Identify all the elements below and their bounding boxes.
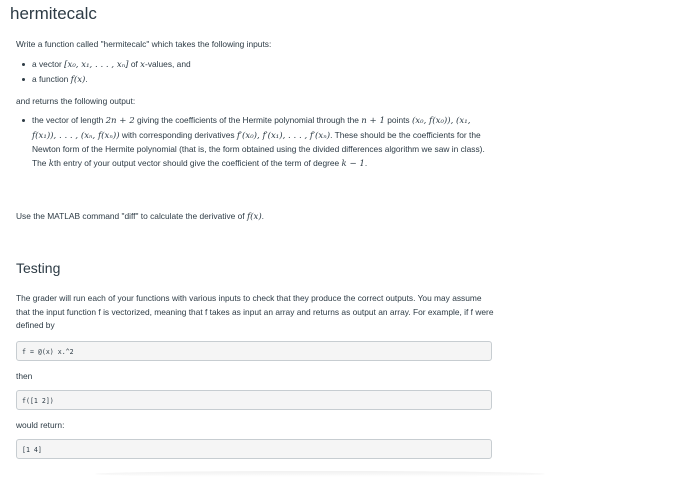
divider-shadow [95, 471, 545, 477]
code-block-result: [1 4] [16, 439, 492, 459]
page-title: hermitecalc [10, 4, 97, 23]
diff-note: Use the MATLAB command "diff" to calculate the derivative of f(x). [16, 211, 264, 222]
inputs-list [22, 58, 191, 87]
testing-heading: Testing [16, 260, 61, 276]
code-block-definition: f = @(x) x.^2 [16, 341, 492, 361]
list-item: a vector [x₀, x₁, . . . , xₙ] of x-values, and [22, 58, 191, 73]
code-block-call: f([1 2]) [16, 390, 492, 410]
would-return-label: would return: [16, 420, 65, 430]
returns-text: and returns the following output: [16, 96, 136, 106]
intro-text: Write a function called "hermitecalc" which takes the following inputs: [16, 39, 272, 49]
output-list [22, 114, 492, 171]
grader-text: The grader will run each of your functions with various inputs to check that they produce the correct outputs. You may assume that the input function f is vectorized, meaning that f takes as input an array and returns as output an array. For example, if f were defined by [16, 293, 494, 330]
list-item: a function f(x). [22, 73, 191, 88]
list-item: the vector of length 2n + 2 giving the coefficients of the Hermite polynomial through the n + 1 points (x₀, f(x₀)), (x₁, f(x₁)), . . . , (xₙ, f(xₙ)) with corresponding derivatives f′(x₀), f′(x₁), . . . , f′(xₙ). These should be the coefficients for the Newton form of the Hermite polynomial (that is, the form obtained using the divided differences algorithm we saw in class). The kth entry of your output vector should give the coefficient of the term of degree k − 1. [22, 114, 492, 171]
then-label: then [16, 371, 33, 381]
